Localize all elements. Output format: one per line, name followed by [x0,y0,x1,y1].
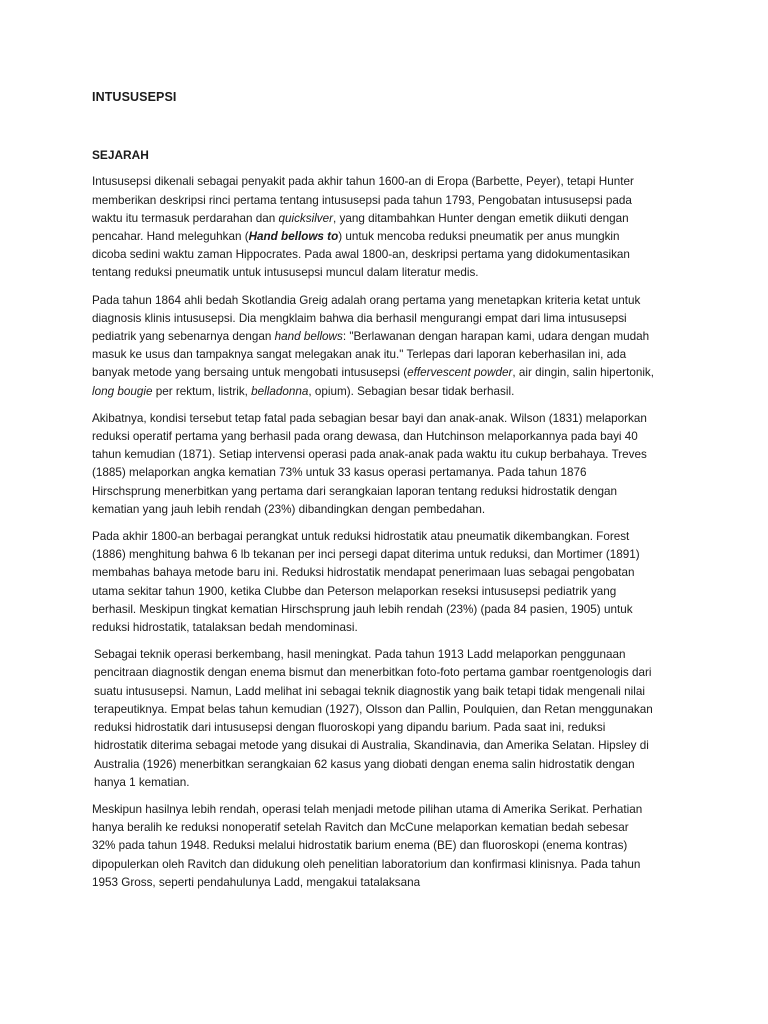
text-segment: Pada akhir 1800-an berbagai perangkat untuk reduksi hidrostatik atau pneumatik dikembangkan. Forest (1886) menghitung bahwa 6 lb tekanan per inci persegi dapat diterima untuk reduksi, dan Mortimer (1891) membahas bahaya metode baru ini. Reduksi hidrostatik mendapat penerimaan luas sebagai pengobatan utama sekitar tahun 1900, ketika Clubbe dan Peterson melaporkan reseksi intususepsi pediatrik yang berhasil. Meskipun tingkat kematian Hirschsprung jauh lebih rendah (23%) (pada 84 pasien, 1905) untuk reduksi hidrostatik, tatalaksan bedah mendominasi. [92,530,640,635]
text-segment: , air dingin, salin hipertonik, [512,366,655,380]
text-segment: Sebagai teknik operasi berkembang, hasil meningkat. Pada tahun 1913 Ladd melaporkan penggunaan pencitraan diagnostik dengan enema bismut dan menerbitkan foto-foto pertama gambar roentgenologis dari suatu intususepsi. Namun, Ladd melihat ini sebagai teknik diagnostik yang baik tetapi tidak mengenali nilai terapeutiknya. Empat belas tahun kemudian (1927), Olsson dan Pallin, Poulquien, dan Retan menggunakan reduksi hidrostatik dari intususepsi dengan fluoroskopi yang dipandu barium. Pada saat ini, reduksi hidrostatik diterima sebagai metode yang disukai di Australia, Skandinavia, dan Amerika Selatan. Hipsley di Australia (1926) menerbitkan serangkaian 62 kasus yang diobati dengan enema salin hidrostatik dengan hanya 1 kematian. [94,648,653,789]
text-segment: long bougie [92,384,153,398]
document-title: INTUSUSEPSI [92,90,177,104]
document-body [92,173,655,892]
text-segment: Pada tahun 1864 ahli bedah Skotlandia Greig adalah orang pertama yang menetapkan kriteria ketat untuk diagnosis klinis intususepsi. Dia mengklaim bahwa dia berhasil mengurangi empat dari lima intususepsi pediatrik yang sebenarnya dengan [92,293,641,344]
text-segment: Meskipun hasilnya lebih rendah, operasi telah menjadi metode pilihan utama di Amerika Serikat. Perhatian hanya beralih ke reduksi nonoperatif setelah Ravitch dan McCune melaporkan kematian bedah sebesar 32% pada tahun 1948. Reduksi melalui hidrostatik barium enema (BE) dan fluoroskopi (enema kontras) dipopulerkan oleh Ravitch dan didukung oleh penelitian laboratorium dan konfirmasi klinisnya. Pada tahun 1953 Gross, seperti pendahulunya Ladd, mengakui tatalaksana [92,802,643,889]
text-segment: , opium). Sebagian besar tidak berhasil. [308,384,515,398]
text-segment: Hand bellows to [248,230,339,244]
paragraph [92,528,655,637]
text-segment: , yang ditambahkan Hunter dengan emetik diikuti dengan pencahar. Hand meleguhkan ( [92,211,629,244]
text-segment: : "Berlawanan dengan harapan kami, udara dengan mudah masuk ke usus dan tampaknya sangat melegakan anak itu." Terlepas dari laporan keberhasilan ini, ada banyak metode yang bersaing untuk mengobati intususepsi ( [92,330,650,380]
paragraph [92,410,655,519]
paragraph [92,173,655,282]
text-segment: effervescent powder [407,366,513,380]
text-segment: per rektum, listrik, [152,384,252,398]
text-segment: belladonna [251,384,309,398]
document-page [92,88,655,901]
paragraph [92,292,655,401]
text-segment: quicksilver [278,211,334,225]
paragraph [92,801,655,892]
text-segment: Akibatnya, kondisi tersebut tetap fatal pada sebagian besar bayi dan anak-anak. Wilson (1831) melaporkan reduksi operatif pertama yang berhasil pada orang dewasa, dan Hutchinson melaporkannya pada bayi 40 tahun kemudian (1871). Setiap intervensi operasi pada anak-anak pada waktu itu cukup berbahaya. Treves (1885) melaporkan angka kematian 73% untuk 33 kasus operasi pertamanya. Pada tahun 1876 Hirschsprung menerbitkan yang pertama dari serangkaian laporan tentang reduksi hidrostatik dengan kematian yang jauh lebih rendah (23%) dibandingkan dengan pembedahan. [92,411,647,516]
paragraph [92,646,655,792]
text-segment: hand bellows [274,330,343,344]
section-heading: SEJARAH [92,148,149,163]
text-segment: Intususepsi dikenali sebagai penyakit pada akhir tahun 1600-an di Eropa (Barbette, Peyer), tetapi Hunter memberikan deskripsi rinci pertama tentang intususepsi pada tahun 1793, Pengobatan intususepsi pada waktu itu termasuk perdarahan dan [92,175,634,225]
text-segment: ) untuk mencoba reduksi pneumatik per anus mungkin dicoba sedini waktu zaman Hippocrates. Pada awal 1800-an, deskripsi pertama yang didokumentasikan tentang reduksi pneumatik untuk intususepsi muncul dalam literatur medis. [92,230,630,280]
